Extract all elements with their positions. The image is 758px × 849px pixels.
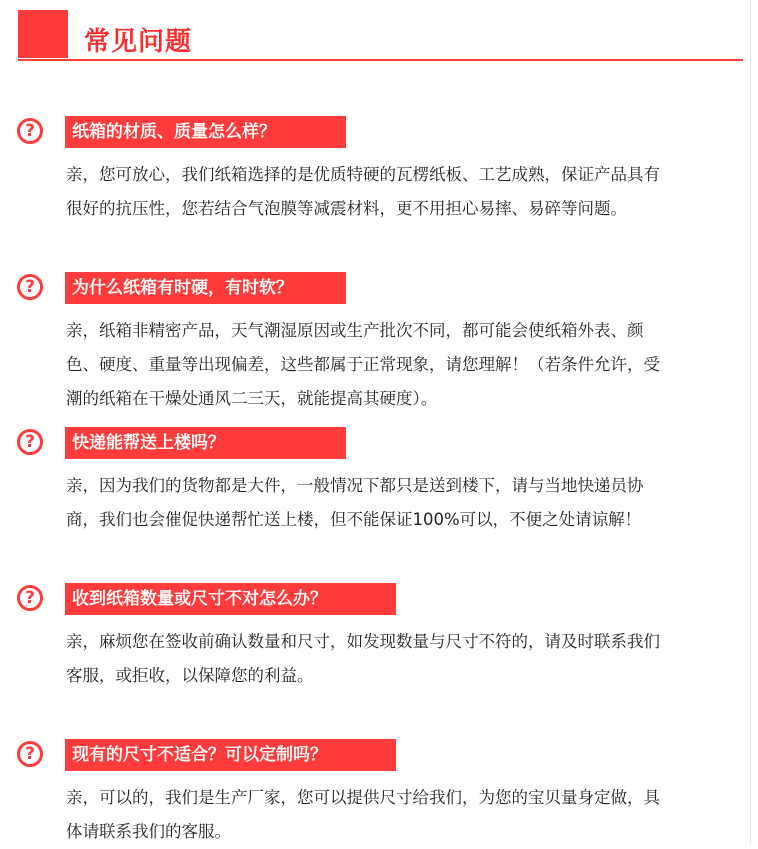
answer-text bbox=[66, 314, 726, 416]
answer-line: 商，我们也会催促快递帮忙送上楼，但不能保证100%可以，不便之处请谅解！ bbox=[66, 510, 642, 529]
answer-line: 亲，麻烦您在签收前确认数量和尺寸，如发现数量与尺寸不符的，请及时联系我们 bbox=[66, 632, 660, 651]
question-circle-icon: ? bbox=[17, 118, 43, 144]
page-right-border bbox=[750, 0, 751, 844]
header-accent-block bbox=[18, 10, 68, 58]
answer-text bbox=[66, 158, 726, 226]
question-text: 为什么纸箱有时硬，有时软？ bbox=[72, 278, 293, 298]
answer-text bbox=[66, 469, 726, 537]
question-circle-icon: ? bbox=[17, 741, 43, 767]
question-text: 快递能帮送上楼吗？ bbox=[72, 433, 225, 453]
answer-line: 体请联系我们的客服。 bbox=[66, 822, 231, 841]
answer-line: 很好的抗压性，您若结合气泡膜等减震材料，更不用担心易摔、易碎等问题。 bbox=[66, 199, 627, 218]
header-divider bbox=[18, 59, 743, 61]
answer-line: 客服，或拒收，以保障您的利益。 bbox=[66, 666, 314, 685]
answer-line: 亲，因为我们的货物都是大件，一般情况下都只是送到楼下，请与当地快递员协 bbox=[66, 476, 644, 495]
question-circle-icon: ? bbox=[17, 585, 43, 611]
answer-line: 亲，纸箱非精密产品，天气潮湿原因或生产批次不同，都可能会使纸箱外表、颜 bbox=[66, 321, 644, 340]
answer-line: 色、硬度、重量等出现偏差，这些都属于正常现象，请您理解！（若条件允许，受 bbox=[66, 355, 660, 374]
answer-text bbox=[66, 625, 726, 693]
question-circle-icon: ? bbox=[17, 274, 43, 300]
question-text: 纸箱的材质、质量怎么样？ bbox=[72, 122, 276, 142]
answer-line: 亲，您可放心，我们纸箱选择的是优质特硬的瓦楞纸板、工艺成熟，保证产品具有 bbox=[66, 165, 660, 184]
question-text: 现有的尺寸不适合？可以定制吗？ bbox=[72, 745, 327, 765]
section-header bbox=[18, 10, 743, 62]
answer-line: 亲，可以的，我们是生产厂家，您可以提供尺寸给我们，为您的宝贝量身定做，具 bbox=[66, 788, 660, 807]
page-title: 常见问题 bbox=[84, 27, 193, 57]
answer-text bbox=[66, 781, 726, 849]
answer-line: 潮的纸箱在干燥处通风二三天，就能提高其硬度）。 bbox=[66, 389, 438, 408]
question-circle-icon: ? bbox=[17, 429, 43, 455]
question-text: 收到纸箱数量或尺寸不对怎么办？ bbox=[72, 589, 327, 609]
